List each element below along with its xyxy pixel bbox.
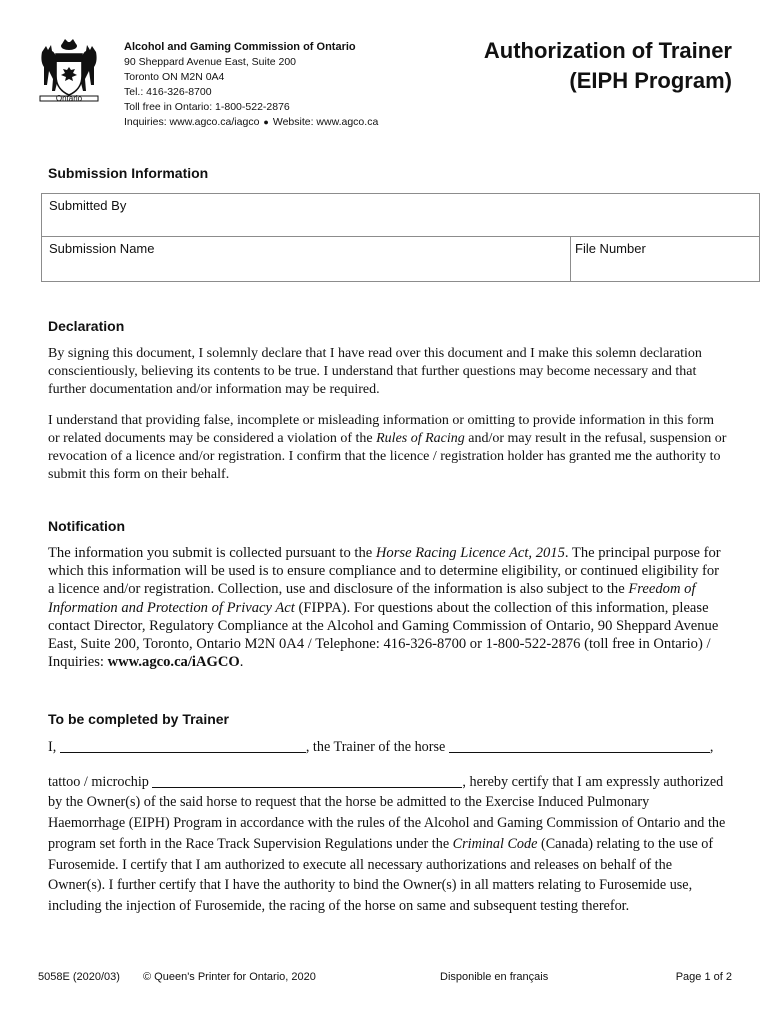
submitted-by-field[interactable]: [42, 194, 759, 237]
address-line-2: Toronto ON M2N 0A4: [124, 71, 225, 83]
file-number-label[interactable]: File Number: [575, 241, 646, 256]
notification-heading: Notification: [48, 518, 125, 534]
submitted-by-label: Submitted By: [49, 198, 127, 213]
organization-contact-block: [124, 40, 378, 130]
trainer-certification: [48, 737, 728, 917]
copyright-notice: © Queen's Printer for Ontario, 2020: [143, 971, 316, 983]
inquiries-line: [124, 115, 378, 130]
declaration-paragraph-1: By signing this document, I solemnly declare that I have read over this document and I make this solemn declaration conscientiously, believing its contents to be true. I understand that further questions may become necessary and that further documentation and/or information may be required.: [48, 346, 702, 397]
trainer-section-heading: To be completed by Trainer: [48, 711, 230, 727]
telephone: Tel.: 416-326-8700: [124, 86, 212, 98]
form-title-line-2: (EIPH Program): [569, 68, 732, 93]
trainer-name-line: I, , the Trainer of the horse ,: [48, 739, 714, 755]
declaration-paragraph-2: I understand that providing false, incomplete or misleading information or omitting to provide information in this form or related documents may be considered a violation of the Rules of Racing and/or may result in the refusal, suspension or revocation of a licence and/or registration. I confirm that the licence / registration holder has granted me the authority to submit this form on their behalf.: [48, 413, 727, 482]
submission-name-label[interactable]: Submission Name: [49, 241, 155, 256]
form-title-line-1: Authorization of Trainer: [483, 38, 732, 63]
iagco-link[interactable]: www.agco.ca/iAGCO: [107, 654, 240, 671]
page-number: Page 1 of 2: [675, 971, 732, 983]
horse-racing-licence-act: Horse Racing Licence Act, 2015: [375, 545, 565, 561]
submission-information-heading: Submission Information: [48, 165, 209, 181]
organization-name: Alcohol and Gaming Commission of Ontario: [124, 41, 356, 53]
submission-information-table: [41, 193, 760, 282]
trainer-name-field[interactable]: [60, 738, 306, 753]
certification-paragraph: tattoo / microchip , hereby certify that I am expressly authorized by the Owner(s) of the said horse to request that the horse be admitted to the Exercise Induced Pulmonary Haemorrhage (EIPH) Program in accordance with the rules of the Alcohol and Gaming Commission of Ontario and the program set forth in the Race Track Supervision Regulations under the Criminal Code (Canada) relating to the use of Furosemide. I certify that I am authorized to execute all necessary authorizations and releases on behalf of the Owner(s). I further certify that I have the authority to bind the Owner(s) in all matters relating to Furosemide use, including the injection of Furosemide, the racing of the horse on same and subsequent testing therefor.: [48, 773, 726, 914]
french-availability-note: Disponible en français: [440, 971, 549, 983]
tattoo-microchip-field[interactable]: [152, 773, 462, 788]
declaration-text: [48, 345, 728, 484]
bullet-icon: ●: [263, 117, 269, 127]
notification-text: The information you submit is collected pursuant to the Horse Racing Licence Act, 2015. The principal purpose for which this information will be used is to ensure compliance and to determine eligibility, or continued eligibility for a licence and/or registration. Collection, use and disclosure of the information is also subject to the Freedom of Information and Protection of Privacy Act (FIPPA). For questions about the collection of this information, please contact Director, Regulatory Compliance at the Alcohol and Gaming Commission of Ontario, 90 Sheppard Avenue East, Suite 200, Toronto, Ontario M2N 0A4 / Telephone: 416-326-8700 or 1-800-522-2876 (toll free in Ontario) / Inquiries: www.agco.ca/iAGCO.: [48, 545, 721, 671]
website-link[interactable]: Website: www.agco.ca: [272, 116, 379, 128]
logo-caption: Ontario: [55, 94, 83, 103]
form-number: 5058E (2020/03): [38, 971, 120, 983]
form-title: [484, 36, 732, 96]
rules-of-racing: Rules of Racing: [376, 431, 465, 446]
cell-divider: [570, 237, 571, 282]
horse-name-field[interactable]: [449, 738, 710, 753]
toll-free-number: Toll free in Ontario: 1-800-522-2876: [124, 101, 290, 113]
inquiries-link[interactable]: Inquiries: www.agco.ca/iagco: [124, 116, 260, 128]
address-line-1: 90 Sheppard Avenue East, Suite 200: [124, 56, 297, 68]
submission-name-row: [42, 237, 759, 282]
criminal-code: Criminal Code: [452, 835, 538, 852]
fippa-act: Freedom of Information and Protection of Privacy Act: [48, 581, 696, 616]
declaration-heading: Declaration: [48, 318, 125, 334]
